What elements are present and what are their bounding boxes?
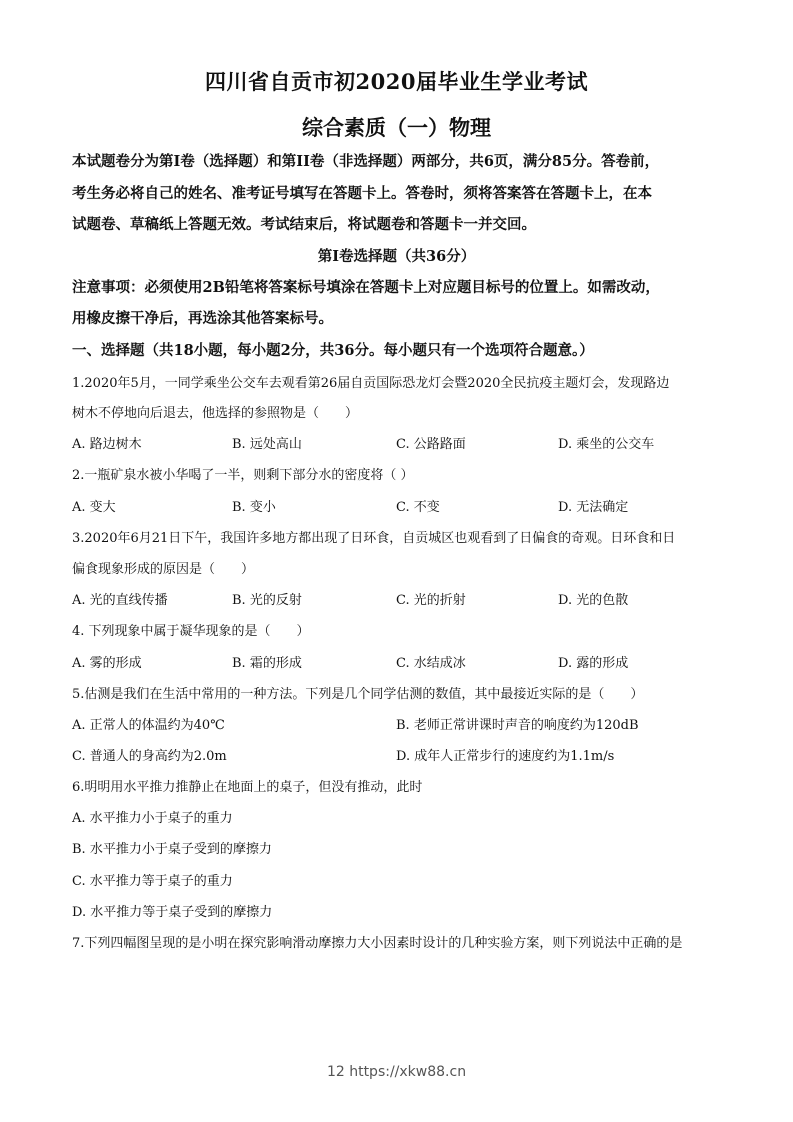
question-3-line: 3.2020年6月21日下午，我国许多地方都出现了日环食，自贡城区也观看到了日偏食的奇观。日环食和日 — [72, 531, 676, 546]
q4-option-a: A. 雾的形成 — [72, 656, 142, 671]
q5-option-a: A. 正常人的体温约为40℃ — [72, 718, 225, 733]
q5-option-d: D. 成年人正常步行的速度约为1.1m/s — [396, 749, 615, 764]
q3-option-d: D. 光的色散 — [558, 593, 629, 608]
exam-subtitle: 综合素质（一）物理 — [302, 115, 491, 140]
q2-option-b: B. 变小 — [232, 500, 276, 515]
q5-option-b: B. 老师正常讲课时声音的响度约为120dB — [396, 718, 639, 733]
q6-option-c: C. 水平推力等于桌子的重力 — [72, 874, 233, 889]
q2-option-c: C. 不变 — [396, 500, 440, 515]
notice-line: 用橡皮擦干净后，再选涂其他答案标号。 — [72, 310, 333, 327]
intro-line: 考生务必将自己的姓名、准考证号填写在答题卡上。答卷时，须将答案答在答题卡上，在本 — [72, 185, 652, 202]
q1-option-b: B. 远处高山 — [232, 437, 302, 452]
notice-line: 注意事项：必须使用2B铅笔将答案标号填涂在答题卡上对应题目标号的位置上。如需改动， — [72, 279, 660, 296]
q3-option-c: C. 光的折射 — [396, 593, 466, 608]
question-1-line: 1.2020年5月，一同学乘坐公交车去观看第26届自贡国际恐龙灯会暨2020全民抗疫主题灯会，发现路边 — [72, 376, 670, 391]
question-3-line: 偏食现象形成的原因是（ ） — [72, 562, 255, 577]
q6-option-a: A. 水平推力小于桌子的重力 — [72, 811, 233, 826]
q3-option-b: B. 光的反射 — [232, 593, 302, 608]
question-6-line: 6.明明用水平推力推静止在地面上的桌子，但没有推动，此时 — [72, 780, 423, 795]
intro-line: 本试题卷分为第I卷（选择题）和第II卷（非选择题）两部分，共6页，满分85分。答卷前， — [72, 153, 660, 170]
question-7-line: 7.下列四幅图呈现的是小明在探究影响滑动摩擦力大小因素时设计的几种实验方案，则下列说法中正确的是 — [72, 936, 683, 951]
q1-option-d: D. 乘坐的公交车 — [558, 437, 655, 452]
q6-option-b: B. 水平推力小于桌子受到的摩擦力 — [72, 842, 272, 857]
q5-option-c: C. 普通人的身高约为2.0m — [72, 749, 227, 764]
question-2-line: 2.一瓶矿泉水被小华喝了一半，则剩下部分水的密度将（ ） — [72, 468, 414, 483]
q2-option-d: D. 无法确定 — [558, 500, 629, 515]
q2-option-a: A. 变大 — [72, 500, 116, 515]
question-4-line: 4. 下列现象中属于凝华现象的是（ ） — [72, 624, 310, 639]
part1-heading: 第I卷选择题（共36分） — [317, 248, 476, 265]
intro-line: 试题卷、草稿纸上答题无效。考试结束后，将试题卷和答题卡一并交回。 — [72, 216, 536, 233]
section-heading: 一、选择题（共18小题，每小题2分，共36分。每小题只有一个选项符合题意。） — [72, 342, 594, 359]
question-5-line: 5.估测是我们在生活中常用的一种方法。下列是几个同学估测的数值，其中最接近实际的是（ ） — [72, 687, 644, 702]
page-footer: 12 https://xkw88.cn — [326, 1064, 467, 1080]
q1-option-a: A. 路边树木 — [72, 437, 142, 452]
q3-option-a: A. 光的直线传播 — [72, 593, 168, 608]
q4-option-b: B. 霜的形成 — [232, 656, 302, 671]
q4-option-c: C. 水结成冰 — [396, 656, 466, 671]
q4-option-d: D. 露的形成 — [558, 656, 629, 671]
exam-title: 四川省自贡市初2020届毕业生学业考试 — [205, 69, 588, 94]
q1-option-c: C. 公路路面 — [396, 437, 466, 452]
question-1-line: 树木不停地向后退去，他选择的参照物是（ ） — [72, 406, 359, 421]
q6-option-d: D. 水平推力等于桌子受到的摩擦力 — [72, 905, 273, 920]
